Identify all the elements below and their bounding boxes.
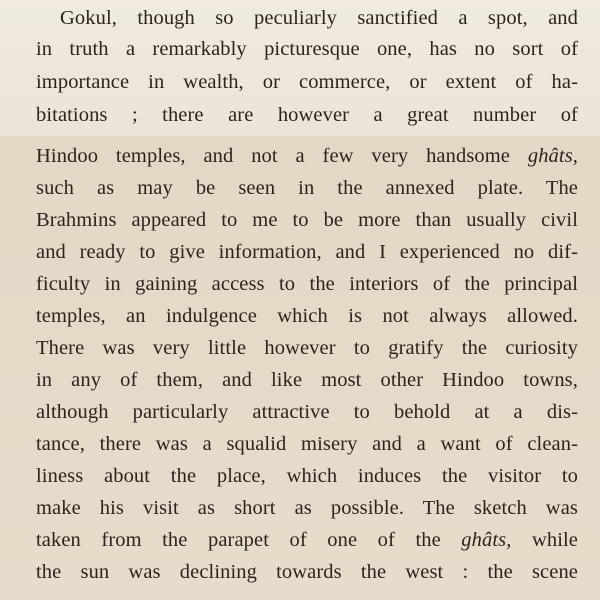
line-text: importance in wealth, or commerce, or extent of ha- [36, 71, 578, 93]
line-text: bitations ; there are however a great number of [36, 104, 578, 126]
line-text: ficulty in gaining access to the interiors of the principal [36, 273, 578, 295]
line-text: Gokul, though so peculiarly sanctified a spot, and [60, 7, 578, 29]
text-line [36, 332, 578, 364]
text-line [36, 524, 578, 556]
line-text: in truth a remarkably picturesque one, has no sort of [36, 38, 578, 60]
line-text: while [511, 529, 578, 551]
line-text: Hindoo temples, and not a few very handsome [36, 145, 528, 167]
italic-term: ghâts, [461, 529, 512, 551]
line-text: tance, there was a squalid misery and a want of clean- [36, 433, 578, 455]
text-line [36, 140, 578, 172]
text-line [36, 204, 578, 236]
text-line [36, 236, 578, 268]
text-line [36, 364, 578, 396]
line-text: make his visit as short as possible. The sketch was [36, 497, 578, 519]
line-text: and ready to give information, and I experienced no dif- [36, 241, 578, 263]
line-text: liness about the place, which induces the visitor to [36, 465, 578, 487]
text-line [36, 396, 578, 428]
line-text: Brahmins appeared to me to be more than usually civil [36, 209, 578, 231]
text-line [36, 460, 578, 492]
italic-term: ghâts, [527, 145, 578, 167]
line-text: in any of them, and like most other Hindoo towns, [36, 369, 578, 391]
line-text: There was very little however to gratify the curiosity [36, 337, 578, 359]
line-text: although particularly attractive to behold at a dis- [36, 401, 578, 423]
text-line [36, 66, 578, 98]
text-line [36, 268, 578, 300]
text-line [36, 428, 578, 460]
text-line [36, 556, 578, 588]
text-line [36, 33, 578, 65]
text-line [60, 2, 578, 34]
line-text: temples, an indulgence which is not always allowed. [36, 305, 578, 327]
line-text: such as may be seen in the annexed plate. The [36, 177, 578, 199]
text-line [36, 99, 578, 131]
text-line [36, 492, 578, 524]
text-line [36, 300, 578, 332]
line-text: the sun was declining towards the west : the scene [36, 561, 578, 583]
text-line [36, 172, 578, 204]
line-text: taken from the parapet of one of the [36, 529, 462, 551]
